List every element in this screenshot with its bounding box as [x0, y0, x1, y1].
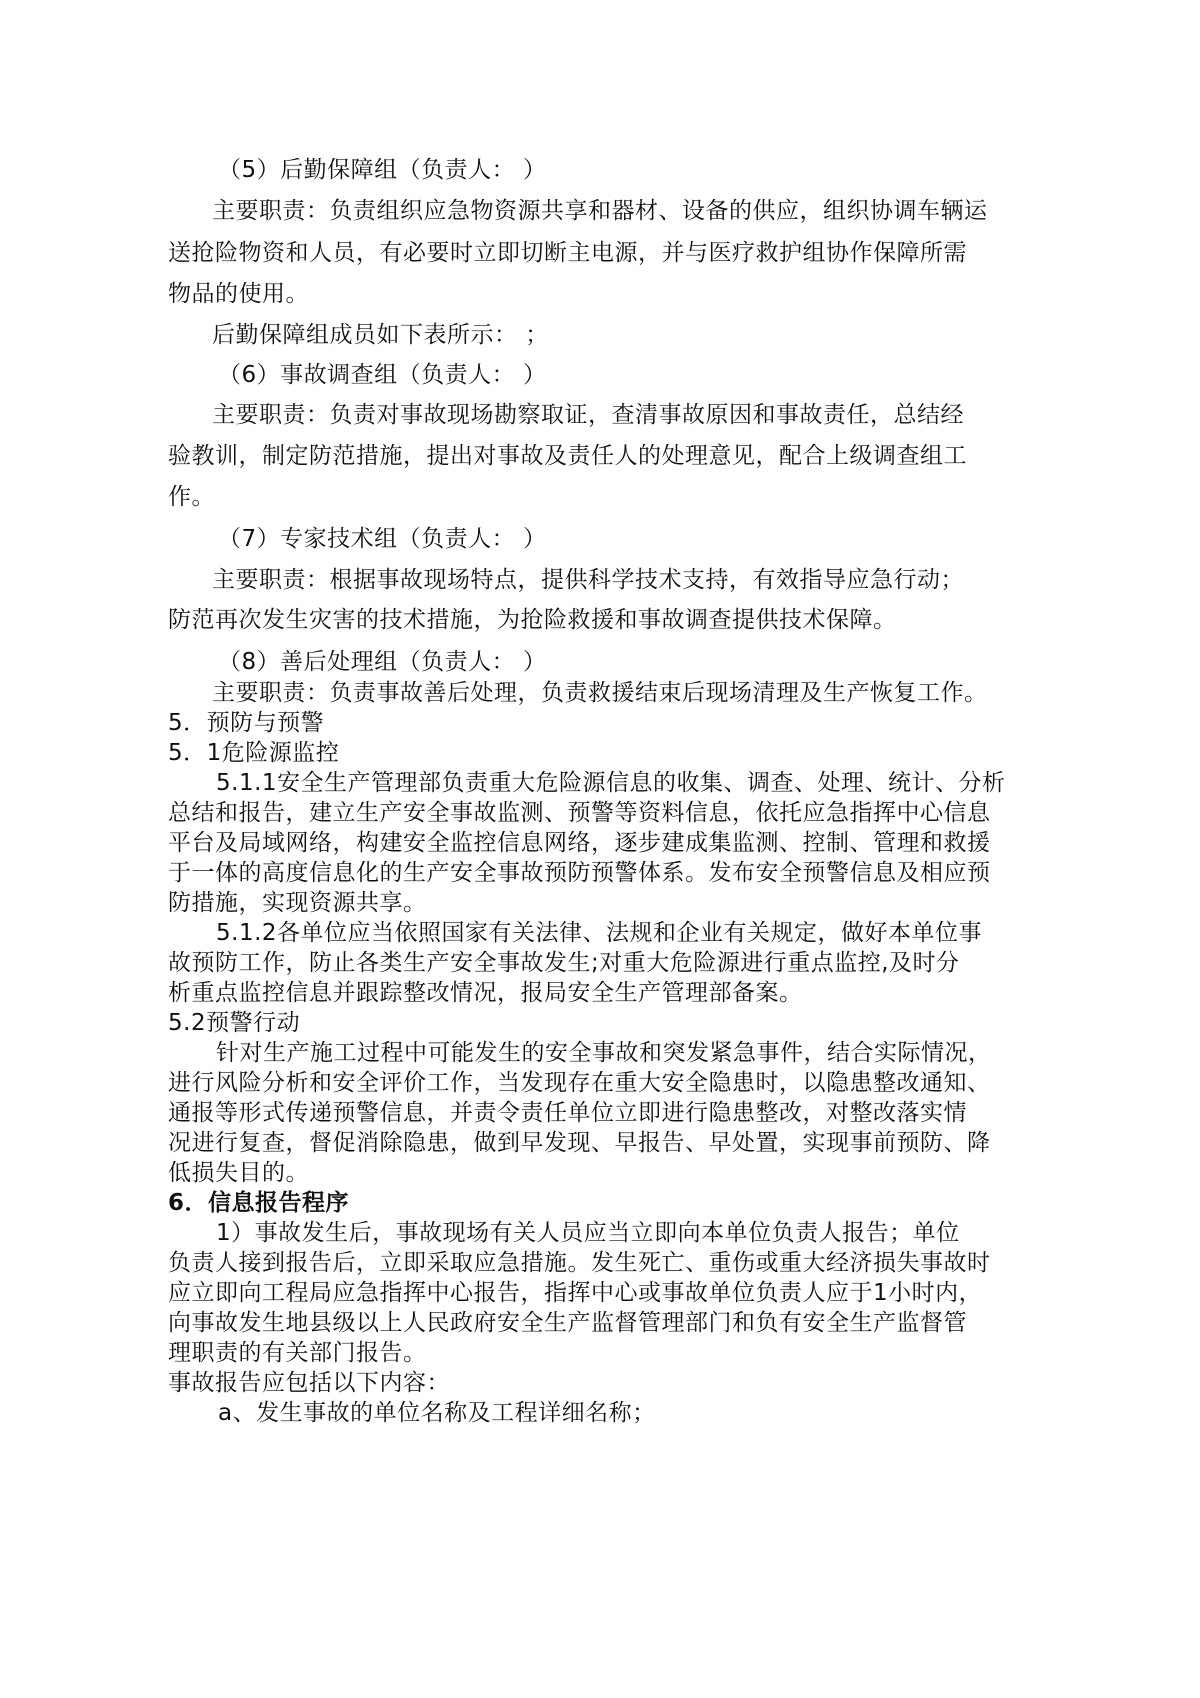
- paragraph-line: 事故报告应包括以下内容：: [168, 1370, 450, 1396]
- paragraph-line: 理职责的有关部门报告。: [168, 1340, 427, 1366]
- paragraph-line: 作。: [168, 484, 215, 510]
- paragraph-line: 平台及局域网络，构建安全监控信息网络，逐步建成集监测、控制、管理和救援: [168, 830, 991, 856]
- paragraph-line: 主要职责：负责组织应急物资源共享和器材、设备的供应，组织协调车辆运: [212, 198, 988, 224]
- section-heading-5-1: 5．1危险源监控: [168, 740, 340, 766]
- paragraph-line: 主要职责：负责对事故现场勘察取证，查清事故原因和事故责任，总结经: [212, 402, 964, 428]
- paragraph-line: 1）事故发生后，事故现场有关人员应当立即向本单位负责人报告；单位: [216, 1220, 960, 1246]
- heading-investigation-group: （6）事故调查组（负责人： ）: [218, 362, 547, 388]
- paragraph-line: 后勤保障组成员如下表所示： ；: [212, 322, 549, 348]
- paragraph-line: 5.1.2各单位应当依照国家有关法律、法规和企业有关规定，做好本单位事: [216, 920, 983, 946]
- section-heading-5-2: 5.2预警行动: [168, 1010, 301, 1036]
- paragraph-line: 防范再次发生灾害的技术措施，为抢险救援和事故调查提供技术保障。: [168, 607, 897, 633]
- paragraph-line: 送抢险物资和人员，有必要时立即切断主电源，并与医疗救护组协作保障所需: [168, 240, 967, 266]
- section-heading-5: 5．预防与预警: [168, 710, 325, 736]
- paragraph-line: 验教训，制定防范措施，提出对事故及责任人的处理意见，配合上级调查组工: [168, 443, 967, 469]
- paragraph-line: 向事故发生地县级以上人民政府安全生产监督管理部门和负有安全生产监督管: [168, 1310, 967, 1336]
- paragraph-line: 负责人接到报告后，立即采取应急措施。发生死亡、重伤或重大经济损失事故时: [168, 1250, 991, 1276]
- paragraph-line: 主要职责：根据事故现场特点，提供科学技术支持，有效指导应急行动；: [212, 567, 964, 593]
- paragraph-line: 防措施，实现资源共享。: [168, 890, 427, 916]
- paragraph-line: 于一体的高度信息化的生产安全事故预防预警体系。发布安全预警信息及相应预: [168, 860, 991, 886]
- paragraph-line: 低损失目的。: [168, 1160, 309, 1186]
- paragraph-line: 通报等形式传递预警信息，并责令责任单位立即进行隐患整改，对整改落实情: [168, 1100, 967, 1126]
- paragraph-line: 应立即向工程局应急指挥中心报告，指挥中心或事故单位负责人应于1小时内，: [168, 1280, 983, 1306]
- paragraph-line: 针对生产施工过程中可能发生的安全事故和突发紧急事件，结合实际情况，: [216, 1040, 992, 1066]
- paragraph-line: 故预防工作，防止各类生产安全事故发生;对重大危险源进行重点监控,及时分: [168, 950, 960, 976]
- paragraph-line: 5.1.1安全生产管理部负责重大危险源信息的收集、调查、处理、统计、分析: [216, 770, 1006, 796]
- paragraph-line: 主要职责：负责事故善后处理，负责救援结束后现场清理及生产恢复工作。: [212, 680, 988, 706]
- paragraph-line: 物品的使用。: [168, 281, 309, 307]
- heading-expert-group: （7）专家技术组（负责人： ）: [218, 526, 547, 552]
- paragraph-line: 况进行复查，督促消除隐患，做到早发现、早报告、早处置，实现事前预防、降: [168, 1130, 991, 1156]
- heading-aftermath-group: （8）善后处理组（负责人： ）: [218, 649, 547, 675]
- list-item: a、发生事故的单位名称及工程详细名称；: [218, 1400, 656, 1426]
- heading-logistics-group: （5）后勤保障组（负责人： ）: [218, 157, 547, 183]
- section-heading-6: 6．信息报告程序: [168, 1190, 350, 1216]
- paragraph-line: 进行风险分析和安全评价工作，当发现存在重大安全隐患时，以隐患整改通知、: [168, 1070, 991, 1096]
- paragraph-line: 析重点监控信息并跟踪整改情况，报局安全生产管理部备案。: [168, 980, 803, 1006]
- paragraph-line: 总结和报告，建立生产安全事故监测、预警等资料信息，依托应急指挥中心信息: [168, 800, 991, 826]
